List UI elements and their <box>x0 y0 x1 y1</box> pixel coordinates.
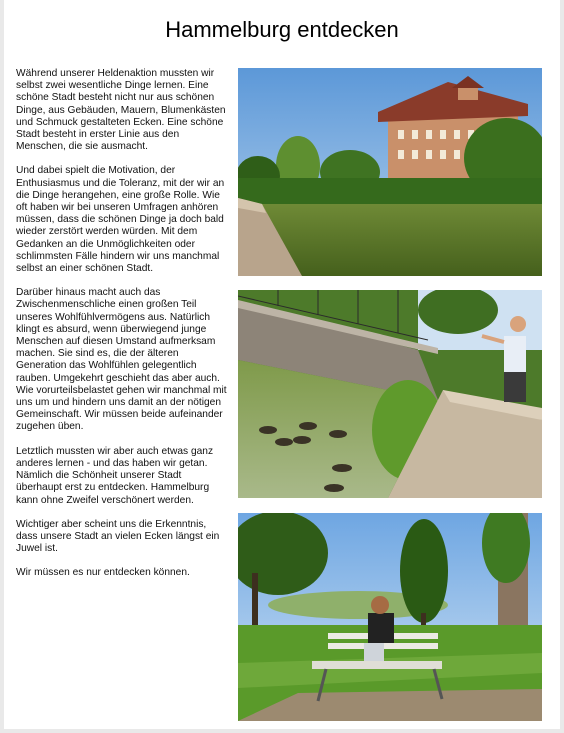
page-title: Hammelburg entdecken <box>165 17 399 42</box>
paragraph: Darüber hinaus macht auch das Zwischenmenschliche einen großen Teil unseres Wohlfühlvermögens aus. Natürlich klingt es absurd, wenn überwiegend junge Menschen auf diesen Umstand aufmerksam machen. Sie sind es, die der älteren Generation das Wohlfühlen gelegentlich rauben. Umgekehrt geschieht das aber auch. Wie vorurteilsbelastet gehen wir manchmal mit uns um und hindern uns damit an der nötigen Gemeinschaft. Wir müssen beide aufeinander zugehen üben. <box>16 287 227 433</box>
page-edge-bottom <box>0 729 564 733</box>
photo-ducks-canal <box>238 290 542 498</box>
paragraph: Wir müssen es nur entdecken können. <box>16 567 190 579</box>
paragraph: Und dabei spielt die Motivation, der Enthusiasmus und die Toleranz, mit der wir an die Dinge herangehen, eine große Rolle. Wie oft haben wir bei unseren Umfragen anhören müssen, dass die schönen Dinge ja doch bald wieder zerstört werden würden. Mit dem Gedanken an die Unmöglichkeiten oder schlimmsten Fälle hindern wir uns manchmal selbst an einer schönen Stadt. <box>16 165 225 275</box>
page-edge-left <box>0 0 4 733</box>
page-edge-right <box>560 0 564 733</box>
paragraph: Wichtiger aber scheint uns die Erkenntnis, dass unsere Stadt an vielen Ecken längst ein Juwel ist. <box>16 518 220 555</box>
paragraph: Während unserer Heldenaktion mussten wir selbst zwei wesentliche Dinge lernen. Eine schöne Stadt besteht nicht nur aus schönen Dinge, aus Gebäuden, Mauern, Blumenkästen und Schmuck gestalteten Ecken. Eine schöne Stadt besteht in erster Linie aus den Menschen, die sie ausmacht. <box>16 68 226 153</box>
paragraph: Letztlich mussten wir aber auch etwas ganz anderes lernen - und das haben wir getan. Nämlich die Schönheit unserer Stadt überhaupt erst zu entdecken. Hammelburg kann ohne Zweifel verschönert werden. <box>16 445 214 506</box>
photo-park-bench <box>238 513 542 721</box>
article-text <box>16 68 230 592</box>
photo-castle-pond <box>238 68 542 276</box>
